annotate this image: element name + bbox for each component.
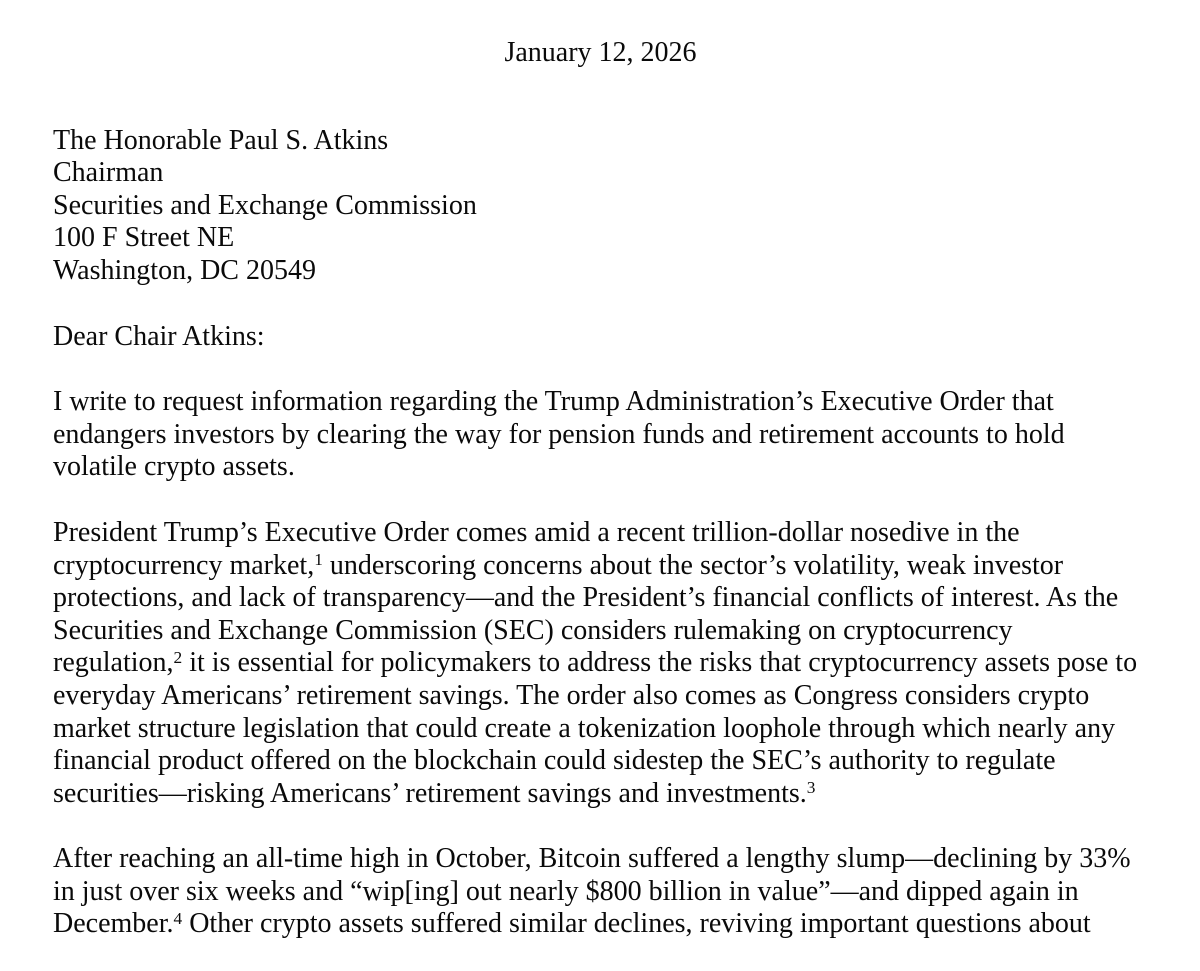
salutation: Dear Chair Atkins: (53, 320, 265, 352)
recipient-name: The Honorable Paul S. Atkins (53, 124, 389, 156)
footnote-marker: 3 (806, 778, 816, 798)
body-paragraph: President Trump’s Executive Order comes amid a recent trillion-dollar nosedive in the cryptocurrency market,$^1$ underscoring concerns about the sector’s volatility, weak investor protections, and lack of transparency—and the President’s financial conflicts of interest. As the Securities and Exchange Commission (SEC) considers rulemaking on cryptocurrency regulation,$^2$ it is essential for policymakers to address the risks that cryptocurrency assets pose to everyday Americans’ retirement savings. The order also comes as Congress considers crypto market structure legislation that could create a tokenization loophole through which nearly any financial product offered on the blockchain could sidestep the SEC’s authority to regulate securities—risking Americans’ retirement savings and investments.$^3$ (53, 516, 1138, 809)
footnote-marker: 2 (173, 647, 183, 667)
recipient-title: Chairman (53, 157, 164, 189)
body-paragraph: I write to request information regarding the Trump Administration’s Executive Order that endangers investors by clearing the way for pension funds and retirement accounts to hold volatile crypto assets. (53, 386, 1065, 483)
letter-body (53, 386, 1148, 941)
recipient-city-state-zip: Washington, DC 20549 (53, 254, 316, 286)
footnote-marker: 1 (314, 550, 323, 570)
letter-date: January 12, 2026 (504, 37, 697, 68)
recipient-street: 100 F Street NE (53, 222, 235, 254)
footnote-marker: 4 (173, 909, 183, 929)
recipient-address-block (53, 125, 1148, 288)
body-paragraph: After reaching an all-time high in October, Bitcoin suffered a lengthy slump—declining by 33% in just over six weeks and “wip[ing] out nearly $800 billion in value”—and dipped again in December.$^4$ Other crypto assets suffered similar declines, reviving important questions about (53, 843, 1131, 940)
recipient-organization: Securities and Exchange Commission (53, 189, 477, 221)
